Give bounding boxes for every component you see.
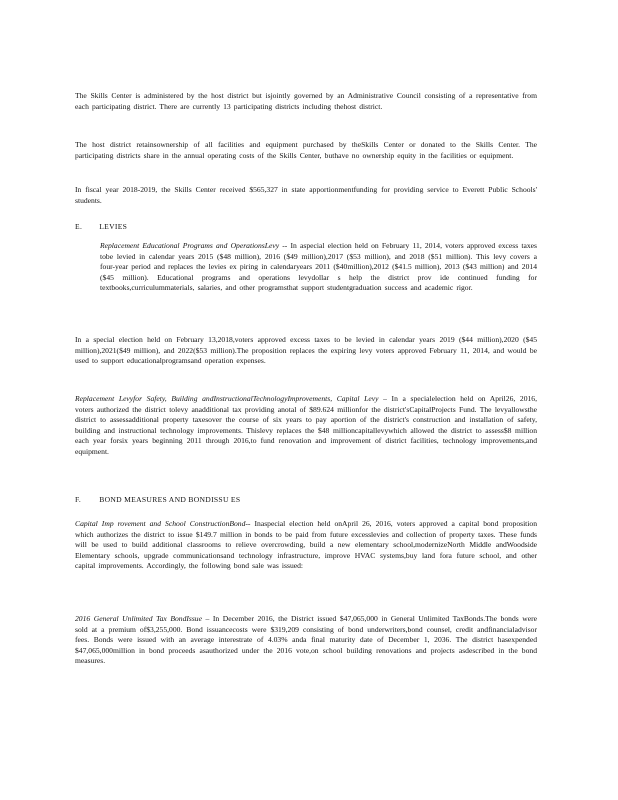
paragraph-capital-bond: Capital Imp rovement and School ConstructionBond-- Inaspecial election held onApril 26, 2016, voters approved a capital bond proposition which authorizes the district to issue $149.7 million in bonds to be paid from future excesslevies and collection of property taxes. These funds will be used to build additional classrooms to relieve overcrowding, build a new elementary school,modernizeNorth Middle andWoodside Elementary schools, upgrade communicationsand technology infrastructure, improve HVAC systems,buy land fora future school, and other capital improvements. Accordingly, the following bond sale was issued: bbox=[75, 519, 537, 571]
paragraph-special-election-2018: In a special election held on February 13,2018,voters approved excess taxes to be levied in calendar years 2019 ($44 million),2020 ($45 million),2021($49 million), and 2022($53 million).The proposition replaces the expiring levy voters approved February 11, 2014, and would be used to support educationalprogramsand operation expenses. bbox=[75, 335, 537, 366]
section-heading-levies: E. LEVIES bbox=[75, 222, 128, 231]
paragraph-funding: In fiscal year 2018-2019, the Skills Center received $565,327 in state apportionmentfunding for providing service to Everett Public Schools' students. bbox=[75, 185, 537, 205]
subheading-2016-bond-issue: 2016 General Unlimited Tax BondIssue bbox=[75, 614, 202, 623]
subheading-capital-bond: Capital Imp rovement and School ConstructionBond-- bbox=[75, 519, 251, 528]
paragraph-administration: The Skills Center is administered by the host district but isjointly governed by an Administrative Council consisting of a representative from each participating district. There are currently 13 participating districts including thehost district. bbox=[75, 91, 537, 111]
subheading-capital-levy: Replacement Levyfor Safety, Building andInstructionalTechnologyImprovements, Capital Levy bbox=[75, 394, 379, 403]
section-heading-bond-measures: F. BOND MEASURES AND BONDISSU ES bbox=[75, 495, 241, 504]
paragraph-replacement-levy: Replacement Educational Programs and OperationsLevy -- In aspecial election held on February 11, 2014, voters approved excess taxes tobe levied in calendar years 2015 ($48 million), 2016 ($49 million),2017 ($53 million), and 2018 ($51 million). This levy covers a four-year period and replaces the levies ex piring in calendaryears 2011 ($40million),2012 ($41.5 million), 2013 ($43 million) and 2014 ($45 million). Educational programs and operations levydollar s help the district prov ide continued funding for textbooks,curriculummaterials, salaries, and other programsthat support studentgraduation success and academic rigor. bbox=[100, 241, 537, 293]
subheading-replacement-levy: Replacement Educational Programs and OperationsLevy bbox=[100, 241, 280, 250]
paragraph-2016-bond-issue: 2016 General Unlimited Tax BondIssue – In December 2016, the District issued $47,065,000 in General Unlimited TaxBonds.The bonds were sold at a premium of$3,255,000. Bond issuancecosts were $319,209 consisting of bond underwriters,bond counsel, credit andfinancialadvisor fees. Bonds were issued with an average interestrate of 4.03% anda final maturity date of December 1, 2036. The district hasexpended $47,065,000million in bond proceeds asauthorized under the 2016 vote,on school building renovations and projects asdescribed in the bond measures. bbox=[75, 614, 538, 666]
paragraph-ownership: The host district retainsownership of all facilities and equipment purchased by theSkills Center or donated to the Skills Center. The participating districts share in the annual operating costs of the Skills Center, buthave no ownership equity in the facilities or equipment. bbox=[75, 140, 537, 160]
paragraph-capital-levy: Replacement Levyfor Safety, Building andInstructionalTechnologyImprovements, Capital Levy – In a specialelection held on April26, 2016, voters authorized the district tolevy anadditional tax providing anotal of $89.624 millionfor the district'sCapitalProjects Fund. The levyallowsthe district to assessadditional property taxesover the course of six years to pay aportion of the district's construction and installation of safety, building and instructional technology improvements. Thislevy replaces the $48 millioncapitallevywhich allowed the district to assess$8 million each year forsix years beginning 2011 through 2016,to fund renovation and improvement of district facilities, technology improvements,and equipment. bbox=[75, 394, 537, 456]
